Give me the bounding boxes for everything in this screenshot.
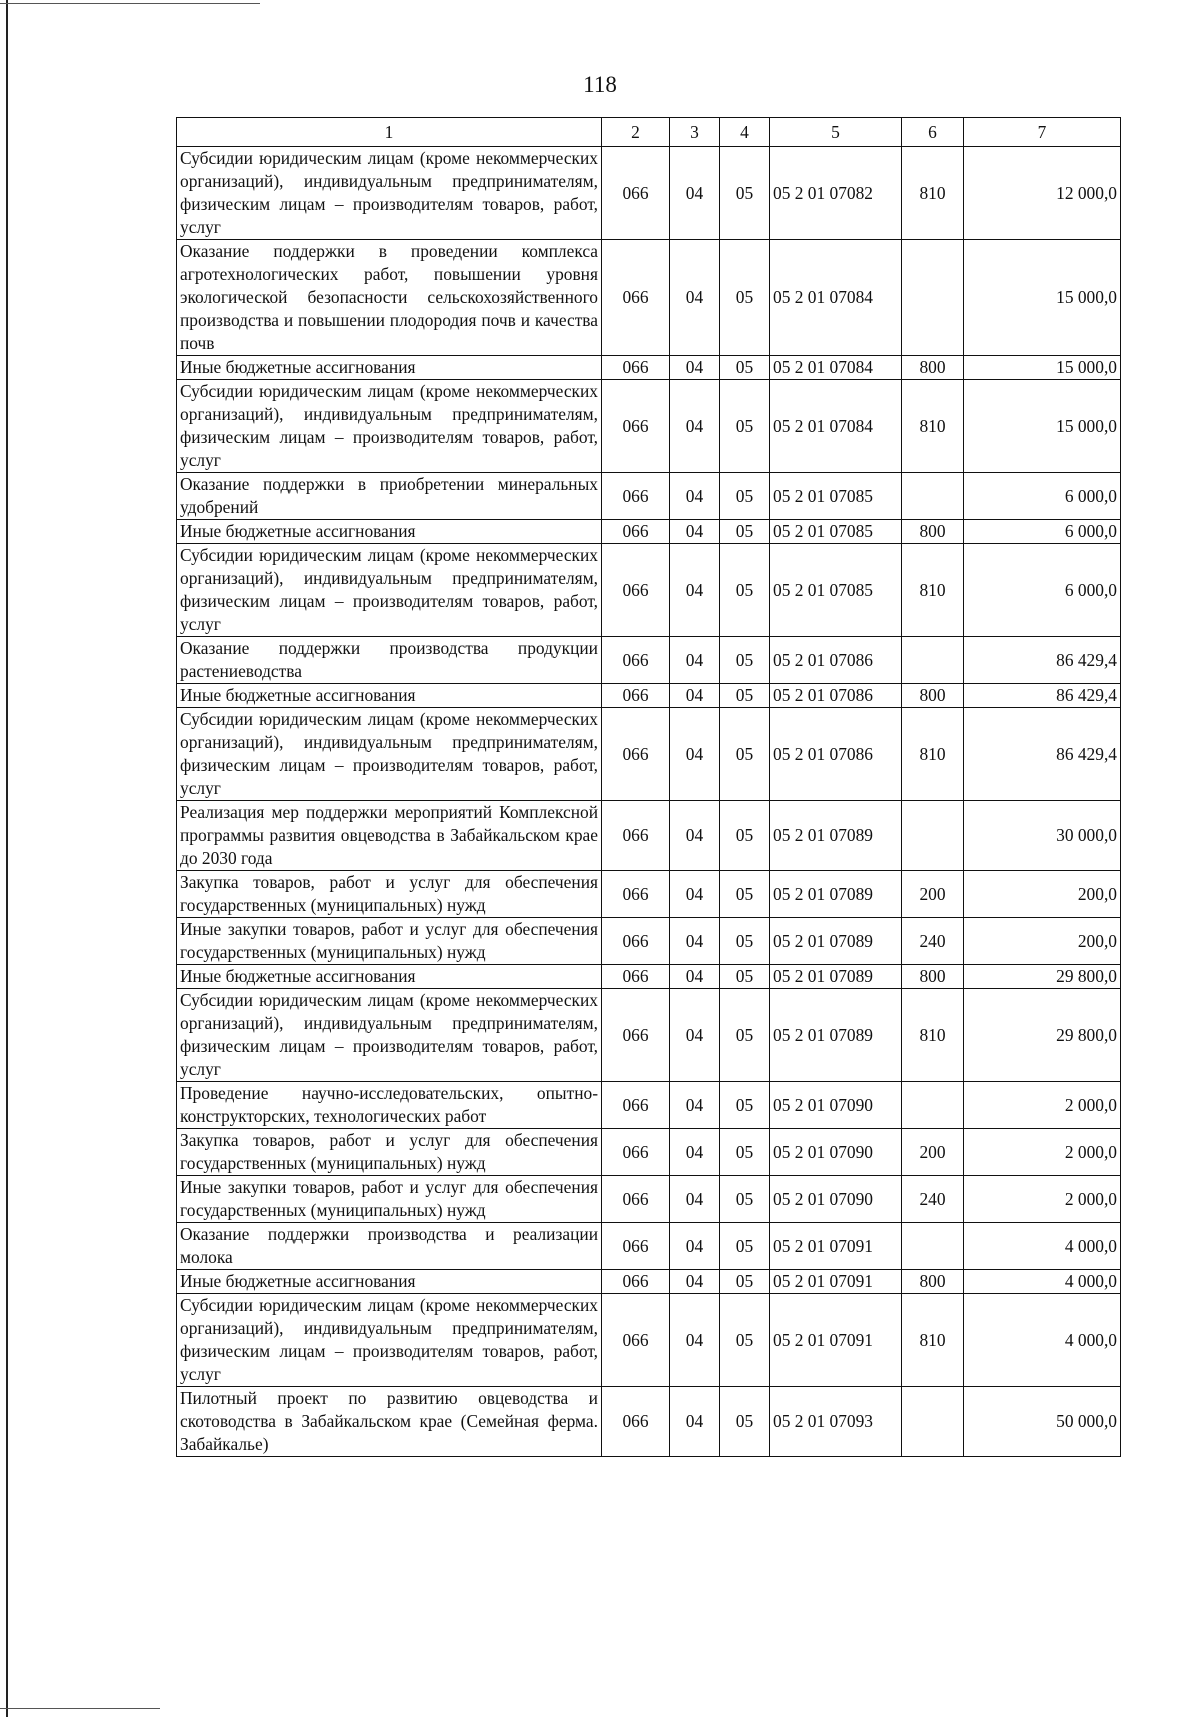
row-section: 04 <box>670 473 720 520</box>
row-grbs: 066 <box>602 1294 670 1387</box>
table-row <box>177 1294 1121 1387</box>
row-amount: 15 000,0 <box>964 356 1121 380</box>
row-expense-type: 800 <box>902 684 964 708</box>
row-grbs: 066 <box>602 1387 670 1457</box>
row-section: 04 <box>670 965 720 989</box>
row-subsection: 05 <box>720 1129 770 1176</box>
row-amount: 29 800,0 <box>964 989 1121 1082</box>
table-row <box>177 801 1121 871</box>
budget-table <box>176 117 1121 1457</box>
table-row <box>177 918 1121 965</box>
row-subsection: 05 <box>720 147 770 240</box>
row-target-code: 05 2 01 07084 <box>770 240 902 356</box>
row-name: Субсидии юридическим лицам (кроме некоммерческих организаций), индивидуальным предпринимателям, физическим лицам – производителям товаров, работ, услуг <box>177 708 602 801</box>
row-grbs: 066 <box>602 989 670 1082</box>
row-target-code: 05 2 01 07085 <box>770 544 902 637</box>
row-target-code: 05 2 01 07086 <box>770 708 902 801</box>
table-row <box>177 544 1121 637</box>
row-expense-type: 810 <box>902 544 964 637</box>
row-expense-type <box>902 240 964 356</box>
row-grbs: 066 <box>602 918 670 965</box>
scan-edge-left <box>6 0 8 1717</box>
row-expense-type: 200 <box>902 871 964 918</box>
row-section: 04 <box>670 1176 720 1223</box>
row-amount: 6 000,0 <box>964 520 1121 544</box>
row-subsection: 05 <box>720 1176 770 1223</box>
row-name: Оказание поддержки производства и реализации молока <box>177 1223 602 1270</box>
row-section: 04 <box>670 1294 720 1387</box>
scan-edge-bottom <box>0 1708 160 1709</box>
row-amount: 86 429,4 <box>964 708 1121 801</box>
row-expense-type: 200 <box>902 1129 964 1176</box>
table-row <box>177 871 1121 918</box>
table-row <box>177 708 1121 801</box>
row-expense-type <box>902 637 964 684</box>
row-subsection: 05 <box>720 801 770 871</box>
row-grbs: 066 <box>602 240 670 356</box>
row-section: 04 <box>670 1082 720 1129</box>
row-section: 04 <box>670 1129 720 1176</box>
row-grbs: 066 <box>602 1129 670 1176</box>
row-target-code: 05 2 01 07089 <box>770 918 902 965</box>
row-grbs: 066 <box>602 356 670 380</box>
row-target-code: 05 2 01 07090 <box>770 1176 902 1223</box>
row-expense-type: 800 <box>902 356 964 380</box>
row-target-code: 05 2 01 07089 <box>770 989 902 1082</box>
row-grbs: 066 <box>602 1270 670 1294</box>
row-amount: 2 000,0 <box>964 1129 1121 1176</box>
row-name: Иные бюджетные ассигнования <box>177 1270 602 1294</box>
table-row <box>177 380 1121 473</box>
row-subsection: 05 <box>720 1387 770 1457</box>
row-target-code: 05 2 01 07086 <box>770 637 902 684</box>
row-expense-type: 810 <box>902 380 964 473</box>
row-expense-type <box>902 1387 964 1457</box>
row-grbs: 066 <box>602 1176 670 1223</box>
row-amount: 6 000,0 <box>964 544 1121 637</box>
row-section: 04 <box>670 1270 720 1294</box>
header-col-1: 1 <box>177 118 602 147</box>
row-amount: 29 800,0 <box>964 965 1121 989</box>
row-target-code: 05 2 01 07091 <box>770 1270 902 1294</box>
row-section: 04 <box>670 380 720 473</box>
row-name: Реализация мер поддержки мероприятий Комплексной программы развития овцеводства в Забайкальском крае до 2030 года <box>177 801 602 871</box>
row-subsection: 05 <box>720 1082 770 1129</box>
header-col-2: 2 <box>602 118 670 147</box>
row-grbs: 066 <box>602 684 670 708</box>
table-row <box>177 473 1121 520</box>
row-subsection: 05 <box>720 1294 770 1387</box>
row-amount: 86 429,4 <box>964 637 1121 684</box>
row-subsection: 05 <box>720 871 770 918</box>
row-expense-type: 800 <box>902 965 964 989</box>
scan-edge-top <box>0 3 260 4</box>
row-subsection: 05 <box>720 356 770 380</box>
row-amount: 200,0 <box>964 918 1121 965</box>
row-grbs: 066 <box>602 473 670 520</box>
table-row <box>177 147 1121 240</box>
row-section: 04 <box>670 147 720 240</box>
row-name: Иные бюджетные ассигнования <box>177 356 602 380</box>
row-expense-type <box>902 801 964 871</box>
table-row <box>177 1387 1121 1457</box>
row-name: Проведение научно-исследовательских, опытно-конструкторских, технологических работ <box>177 1082 602 1129</box>
header-col-3: 3 <box>670 118 720 147</box>
header-row <box>177 118 1121 147</box>
row-subsection: 05 <box>720 240 770 356</box>
row-name: Субсидии юридическим лицам (кроме некоммерческих организаций), индивидуальным предпринимателям, физическим лицам – производителям товаров, работ, услуг <box>177 1294 602 1387</box>
row-amount: 12 000,0 <box>964 147 1121 240</box>
table-row <box>177 520 1121 544</box>
row-grbs: 066 <box>602 1082 670 1129</box>
row-name: Субсидии юридическим лицам (кроме некоммерческих организаций), индивидуальным предпринимателям, физическим лицам – производителям товаров, работ, услуг <box>177 989 602 1082</box>
row-section: 04 <box>670 708 720 801</box>
row-subsection: 05 <box>720 684 770 708</box>
row-amount: 86 429,4 <box>964 684 1121 708</box>
table-body <box>177 147 1121 1457</box>
row-subsection: 05 <box>720 544 770 637</box>
row-grbs: 066 <box>602 801 670 871</box>
row-amount: 200,0 <box>964 871 1121 918</box>
table-row <box>177 989 1121 1082</box>
row-name: Иные бюджетные ассигнования <box>177 520 602 544</box>
row-expense-type: 810 <box>902 708 964 801</box>
table-row <box>177 965 1121 989</box>
row-section: 04 <box>670 356 720 380</box>
table-row <box>177 356 1121 380</box>
row-section: 04 <box>670 1223 720 1270</box>
row-name: Оказание поддержки производства продукции растениеводства <box>177 637 602 684</box>
row-name: Субсидии юридическим лицам (кроме некоммерческих организаций), индивидуальным предпринимателям, физическим лицам – производителям товаров, работ, услуг <box>177 380 602 473</box>
row-target-code: 05 2 01 07091 <box>770 1294 902 1387</box>
page-number: 118 <box>583 72 617 97</box>
row-amount: 2 000,0 <box>964 1082 1121 1129</box>
header-col-4: 4 <box>720 118 770 147</box>
row-expense-type: 810 <box>902 1294 964 1387</box>
table-row <box>177 1082 1121 1129</box>
row-section: 04 <box>670 989 720 1082</box>
table-row <box>177 684 1121 708</box>
row-grbs: 066 <box>602 1223 670 1270</box>
row-section: 04 <box>670 918 720 965</box>
header-col-5: 5 <box>770 118 902 147</box>
row-name: Закупка товаров, работ и услуг для обеспечения государственных (муниципальных) нужд <box>177 871 602 918</box>
row-subsection: 05 <box>720 637 770 684</box>
row-name: Закупка товаров, работ и услуг для обеспечения государственных (муниципальных) нужд <box>177 1129 602 1176</box>
row-expense-type: 810 <box>902 147 964 240</box>
row-target-code: 05 2 01 07084 <box>770 356 902 380</box>
row-section: 04 <box>670 637 720 684</box>
row-amount: 30 000,0 <box>964 801 1121 871</box>
row-section: 04 <box>670 520 720 544</box>
row-amount: 15 000,0 <box>964 380 1121 473</box>
row-name: Субсидии юридическим лицам (кроме некоммерческих организаций), индивидуальным предпринимателям, физическим лицам – производителям товаров, работ, услуг <box>177 147 602 240</box>
row-name: Иные закупки товаров, работ и услуг для обеспечения государственных (муниципальных) нужд <box>177 918 602 965</box>
table-row <box>177 1129 1121 1176</box>
row-expense-type <box>902 473 964 520</box>
row-subsection: 05 <box>720 473 770 520</box>
row-grbs: 066 <box>602 380 670 473</box>
table-row <box>177 240 1121 356</box>
row-target-code: 05 2 01 07093 <box>770 1387 902 1457</box>
table-row <box>177 637 1121 684</box>
row-target-code: 05 2 01 07085 <box>770 473 902 520</box>
row-amount: 15 000,0 <box>964 240 1121 356</box>
row-expense-type: 240 <box>902 918 964 965</box>
row-amount: 4 000,0 <box>964 1294 1121 1387</box>
row-grbs: 066 <box>602 871 670 918</box>
row-expense-type <box>902 1082 964 1129</box>
row-subsection: 05 <box>720 918 770 965</box>
row-expense-type: 810 <box>902 989 964 1082</box>
row-grbs: 066 <box>602 965 670 989</box>
row-grbs: 066 <box>602 544 670 637</box>
row-target-code: 05 2 01 07090 <box>770 1082 902 1129</box>
row-subsection: 05 <box>720 1223 770 1270</box>
row-target-code: 05 2 01 07089 <box>770 871 902 918</box>
row-section: 04 <box>670 801 720 871</box>
row-subsection: 05 <box>720 965 770 989</box>
row-target-code: 05 2 01 07084 <box>770 380 902 473</box>
row-target-code: 05 2 01 07086 <box>770 684 902 708</box>
header-col-6: 6 <box>902 118 964 147</box>
row-name: Иные бюджетные ассигнования <box>177 684 602 708</box>
row-subsection: 05 <box>720 1270 770 1294</box>
row-grbs: 066 <box>602 147 670 240</box>
row-name: Пилотный проект по развитию овцеводства и скотоводства в Забайкальском крае (Семейная ферма. Забайкалье) <box>177 1387 602 1457</box>
row-subsection: 05 <box>720 520 770 544</box>
row-amount: 4 000,0 <box>964 1223 1121 1270</box>
row-subsection: 05 <box>720 380 770 473</box>
row-section: 04 <box>670 544 720 637</box>
row-target-code: 05 2 01 07091 <box>770 1223 902 1270</box>
row-section: 04 <box>670 871 720 918</box>
row-subsection: 05 <box>720 989 770 1082</box>
row-amount: 2 000,0 <box>964 1176 1121 1223</box>
row-subsection: 05 <box>720 708 770 801</box>
row-amount: 50 000,0 <box>964 1387 1121 1457</box>
row-target-code: 05 2 01 07089 <box>770 801 902 871</box>
row-section: 04 <box>670 684 720 708</box>
header-col-7: 7 <box>964 118 1121 147</box>
row-amount: 6 000,0 <box>964 473 1121 520</box>
row-target-code: 05 2 01 07089 <box>770 965 902 989</box>
row-grbs: 066 <box>602 708 670 801</box>
row-name: Субсидии юридическим лицам (кроме некоммерческих организаций), индивидуальным предпринимателям, физическим лицам – производителям товаров, работ, услуг <box>177 544 602 637</box>
row-name: Оказание поддержки в проведении комплекса агротехнологических работ, повышении уровня экологической безопасности сельскохозяйственного производства и повышении плодородия почв и качества почв <box>177 240 602 356</box>
row-section: 04 <box>670 1387 720 1457</box>
row-expense-type: 800 <box>902 520 964 544</box>
row-section: 04 <box>670 240 720 356</box>
row-name: Иные бюджетные ассигнования <box>177 965 602 989</box>
row-name: Оказание поддержки в приобретении минеральных удобрений <box>177 473 602 520</box>
row-target-code: 05 2 01 07090 <box>770 1129 902 1176</box>
row-grbs: 066 <box>602 520 670 544</box>
row-expense-type: 800 <box>902 1270 964 1294</box>
row-expense-type <box>902 1223 964 1270</box>
table-row <box>177 1176 1121 1223</box>
row-name: Иные закупки товаров, работ и услуг для обеспечения государственных (муниципальных) нужд <box>177 1176 602 1223</box>
row-target-code: 05 2 01 07082 <box>770 147 902 240</box>
table-row <box>177 1270 1121 1294</box>
row-expense-type: 240 <box>902 1176 964 1223</box>
row-amount: 4 000,0 <box>964 1270 1121 1294</box>
table-row <box>177 1223 1121 1270</box>
row-grbs: 066 <box>602 637 670 684</box>
row-target-code: 05 2 01 07085 <box>770 520 902 544</box>
